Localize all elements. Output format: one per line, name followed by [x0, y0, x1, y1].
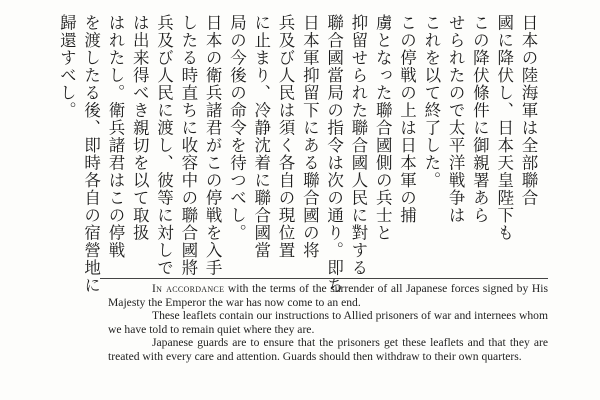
jp-column-14: 日本の衛兵諸君がこの停戦を入手 [203, 14, 223, 277]
jp-column-4: せられたので太平洋戦争は [446, 14, 466, 224]
english-paragraph-1-lead: In accordance [152, 282, 225, 295]
english-paragraph-2: These leaflets contain our instructions to Allied prisoners of war and internees whom we have told to remain quiet where they are. [108, 309, 548, 336]
english-paragraph-1-rest: with the terms of the surrender of all Japanese forces signed by His Majesty the Emperor the war has now come to an end. [108, 282, 548, 309]
jp-column-11: 兵及び人民は須く各自の現位置 [276, 14, 296, 259]
english-paragraph-3: Japanese guards are to ensure that the prisoners get these leaflets and that they are treated with every care and attention. Guards should then withdraw to their own quarters. [108, 336, 548, 363]
jp-column-5: これを以て終了した。 [421, 14, 441, 189]
jp-column-12: に止まり、冷静沈着に聯合國當 [251, 14, 271, 259]
section-divider [100, 278, 548, 279]
jp-column-8: 抑留せられた聯合國人民に對する [348, 14, 368, 277]
jp-column-20: 歸還すべし。 [57, 14, 77, 119]
jp-column-19: を渡したる後、即時各自の宿營地に [81, 14, 101, 294]
jp-column-15: したる時直ちに收容中の聯合國將 [178, 14, 198, 277]
jp-column-1: 日本の陸海軍は全部聯合 [519, 14, 538, 207]
english-text-block [108, 282, 548, 364]
jp-column-10: 日本軍抑留下にある聯合國の将 [300, 14, 320, 259]
jp-column-16: 兵及び人民に渡し、彼等に対しで [154, 14, 174, 277]
jp-column-13: 局の今後の命令を待つべし。 [227, 14, 247, 242]
english-paragraph-1 [108, 282, 548, 309]
jp-column-17: は出来得べき親切を以て取扱 [130, 14, 150, 242]
jp-column-18: はれたし。衛兵諸君はこの停戦 [105, 14, 125, 259]
jp-column-3: この降伏條件に御親署あら [470, 14, 490, 224]
jp-column-7: 虜となった聯合國側の兵士と [373, 14, 393, 242]
jp-column-9: 聯合國當局の指令は次の通り。即ち [324, 14, 344, 294]
jp-column-2: 國に降伏し、日本天皇陛下も [494, 14, 514, 242]
jp-column-6: この停戦の上は日本軍の捕 [397, 14, 417, 224]
